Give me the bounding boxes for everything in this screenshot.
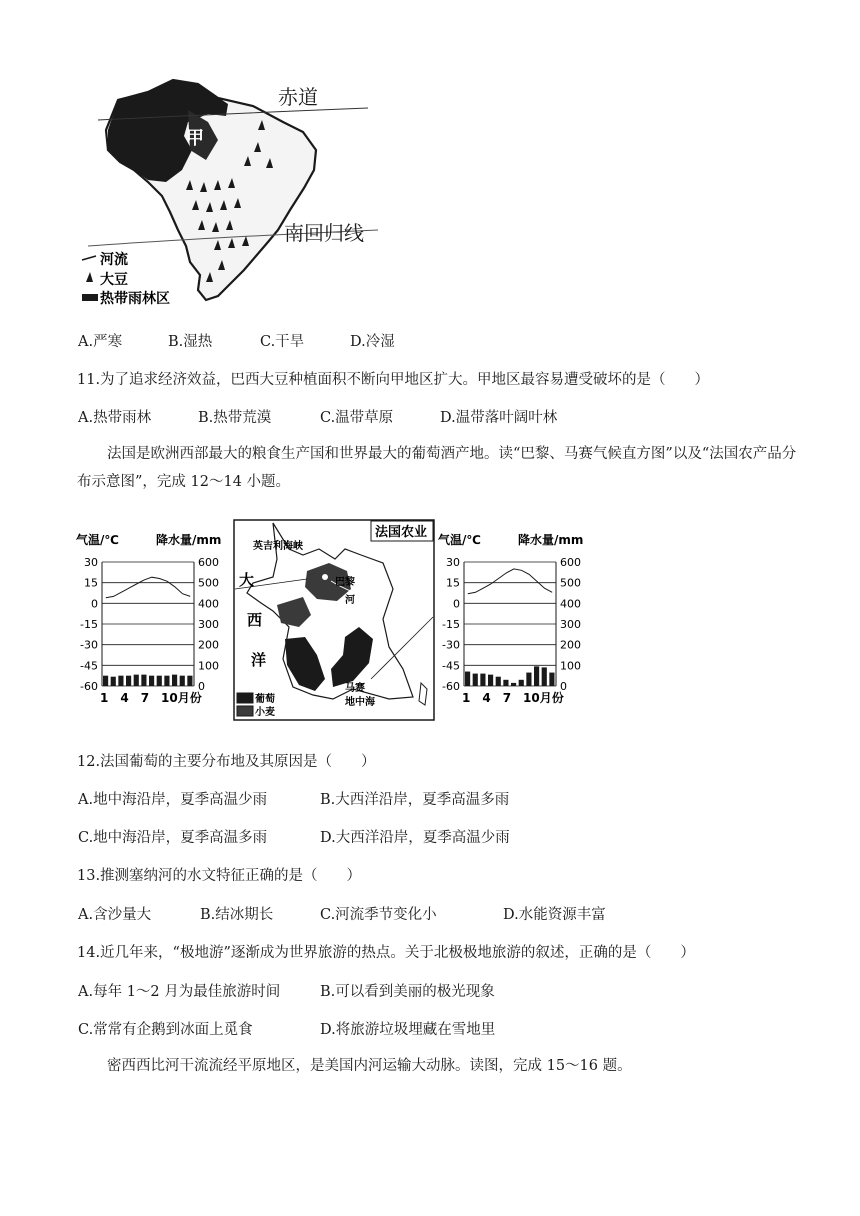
label-marseille: 马赛 bbox=[345, 683, 365, 694]
marseille-precip-bar bbox=[519, 680, 524, 686]
marseille-precip-bar bbox=[480, 674, 485, 686]
legend-river: 河流 bbox=[100, 252, 128, 268]
q14-option-d[interactable]: D.将旅游垃圾埋藏在雪地里 bbox=[320, 1022, 496, 1038]
q14-option-c[interactable]: C.常常有企鹅到冰面上觅食 bbox=[78, 1022, 253, 1038]
marseille-precip-tick: 200 bbox=[560, 638, 581, 652]
marseille-temp-tick: 0 bbox=[453, 597, 460, 611]
paris-precip-bar bbox=[118, 676, 123, 686]
q12-option-b[interactable]: B.大西洋沿岸，夏季高温多雨 bbox=[320, 792, 510, 808]
paris-temp-tick: -45 bbox=[80, 659, 98, 673]
label-atlantic-1: 大 bbox=[239, 571, 255, 589]
q12-option-c[interactable]: C.地中海沿岸，夏季高温多雨 bbox=[78, 830, 268, 846]
q11-option-c[interactable]: C.温带草原 bbox=[320, 410, 394, 426]
paris-precip-axis-label: 降水量/mm bbox=[156, 533, 222, 547]
q11-option-b[interactable]: B.热带荒漠 bbox=[198, 410, 272, 426]
marseille-temp-tick: -15 bbox=[442, 618, 460, 631]
q11-stem: 11.为了追求经济效益，巴西大豆种植面积不断向甲地区扩大。甲地区最容易遭受破坏的是（ ） bbox=[77, 372, 710, 388]
paris-temp-tick: -30 bbox=[80, 638, 98, 652]
marseille-temp-tick: 15 bbox=[446, 576, 460, 590]
paris-month-axis-label: 1 4 7 10月份 bbox=[100, 691, 202, 705]
paris-precip-bar bbox=[187, 676, 192, 686]
marseille-precip-axis-label: 降水量/mm bbox=[518, 533, 584, 547]
paris-precip-tick: 400 bbox=[198, 597, 219, 611]
paris-precip-tick: 300 bbox=[198, 618, 219, 631]
marseille-precip-tick: 0 bbox=[560, 680, 567, 693]
marseille-precip-bar bbox=[542, 667, 547, 686]
paris-precip-bar bbox=[126, 676, 131, 686]
marseille-precip-bar bbox=[549, 673, 554, 686]
paris-temp-axis-label: 气温/℃ bbox=[76, 533, 119, 547]
france-agriculture-map bbox=[233, 519, 435, 721]
q14-option-a[interactable]: A.每年 1～2 月为最佳旅游时间 bbox=[78, 984, 281, 1000]
france-map-title: 法国农业 bbox=[375, 525, 428, 540]
marseille-temp-tick: -30 bbox=[442, 638, 460, 652]
label-river: 河 bbox=[345, 595, 355, 606]
marseille-precip-tick: 400 bbox=[560, 597, 581, 611]
paris-precip-bar bbox=[111, 677, 116, 686]
paris-precip-tick: 500 bbox=[198, 576, 219, 590]
q11-option-d[interactable]: D.温带落叶阔叶林 bbox=[440, 410, 558, 426]
marseille-temp-tick: -45 bbox=[442, 659, 460, 673]
paris-temp-tick: -15 bbox=[80, 618, 98, 631]
marseille-precip-tick: 300 bbox=[560, 618, 581, 631]
q13-option-a[interactable]: A.含沙量大 bbox=[78, 907, 152, 923]
q14-option-b[interactable]: B.可以看到美丽的极光现象 bbox=[320, 984, 495, 1000]
marseille-precip-tick: 100 bbox=[560, 659, 581, 673]
paris-temp-tick: 15 bbox=[84, 576, 98, 590]
q11-option-a[interactable]: A.热带雨林 bbox=[78, 410, 152, 426]
marseille-temp-axis-label: 气温/℃ bbox=[438, 533, 481, 547]
equator-label: 赤道 bbox=[278, 85, 318, 109]
marseille-precip-bar bbox=[503, 680, 508, 686]
q12-option-a[interactable]: A.地中海沿岸，夏季高温少雨 bbox=[78, 792, 268, 808]
paris-precip-tick: 100 bbox=[198, 659, 219, 673]
legend-rainforest: 热带雨林区 bbox=[100, 291, 170, 307]
paris-temp-tick: -60 bbox=[80, 680, 98, 693]
marseille-precip-bar bbox=[496, 677, 501, 686]
label-paris: 巴黎 bbox=[335, 577, 355, 588]
mississippi-intro: 密西西比河干流流经平原地区，是美国内河运输大动脉。读图，完成 15～16 题。 bbox=[107, 1058, 632, 1074]
q12-stem: 12.法国葡萄的主要分布地及其原因是（ ） bbox=[77, 754, 376, 770]
climate-chart-marseille bbox=[438, 528, 598, 708]
paris-precip-bar bbox=[141, 675, 146, 686]
paris-temp-tick: 0 bbox=[91, 597, 98, 611]
marseille-precip-bar bbox=[465, 672, 470, 686]
q13-stem: 13.推测塞纳河的水文特征正确的是（ ） bbox=[77, 868, 362, 884]
marseille-temp-tick: 30 bbox=[446, 556, 460, 569]
tropic-label: 南回归线 bbox=[284, 221, 364, 245]
marseille-precip-bar bbox=[511, 683, 516, 686]
q12-option-d[interactable]: D.大西洋沿岸，夏季高温少雨 bbox=[320, 830, 510, 846]
marseille-month-axis-label: 1 4 7 10月份 bbox=[462, 691, 564, 705]
marseille-temp-tick: -60 bbox=[442, 680, 460, 693]
q10-option-d[interactable]: D.冷湿 bbox=[350, 334, 395, 350]
legend-soybean: 大豆 bbox=[100, 272, 128, 288]
paris-precip-tick: 0 bbox=[198, 680, 205, 693]
region-jia-label: 甲 bbox=[186, 128, 204, 149]
legend-grape: 葡萄 bbox=[255, 694, 275, 705]
marseille-precip-bar bbox=[488, 675, 493, 686]
climate-chart-paris bbox=[76, 528, 236, 708]
q10-option-a[interactable]: A.严寒 bbox=[78, 334, 123, 350]
q10-option-b[interactable]: B.湿热 bbox=[168, 334, 213, 350]
paris-precip-bar bbox=[157, 676, 162, 686]
marseille-precip-bar bbox=[534, 666, 539, 686]
legend-wheat: 小麦 bbox=[255, 707, 275, 718]
label-channel: 英吉利海峡 bbox=[253, 541, 303, 552]
q13-option-b[interactable]: B.结冰期长 bbox=[200, 907, 274, 923]
marseille-temp-line bbox=[468, 569, 552, 594]
paris-precip-bar bbox=[164, 676, 169, 686]
marseille-precip-bar bbox=[526, 673, 531, 686]
q10-option-c[interactable]: C.干旱 bbox=[260, 334, 305, 350]
brazil-map bbox=[78, 70, 398, 310]
paris-precip-bar bbox=[180, 676, 185, 686]
paris-temp-tick: 30 bbox=[84, 556, 98, 569]
paris-temp-line bbox=[106, 577, 190, 598]
q13-option-c[interactable]: C.河流季节变化小 bbox=[320, 907, 437, 923]
paris-precip-tick: 600 bbox=[198, 556, 219, 569]
paris-precip-bar bbox=[134, 675, 139, 686]
q13-option-d[interactable]: D.水能资源丰富 bbox=[503, 907, 606, 923]
label-mediterranean: 地中海 bbox=[345, 697, 375, 708]
marseille-precip-tick: 600 bbox=[560, 556, 581, 569]
marseille-precip-bar bbox=[473, 674, 478, 686]
marseille-precip-tick: 500 bbox=[560, 576, 581, 590]
label-atlantic-3: 洋 bbox=[251, 651, 267, 669]
label-atlantic-2: 西 bbox=[247, 611, 263, 629]
paris-precip-bar bbox=[172, 675, 177, 686]
paris-precip-bar bbox=[149, 676, 154, 686]
france-intro: 法国是欧洲西部最大的粮食生产国和世界最大的葡萄酒产地。读“巴黎、马赛气候直方图”以及“法国农产品分布示意图”，完成 12～14 小题。 bbox=[77, 446, 797, 490]
paris-precip-bar bbox=[103, 676, 108, 686]
q14-stem: 14.近几年来，“极地游”逐渐成为世界旅游的热点。关于北极极地旅游的叙述，正确的是（ ） bbox=[77, 945, 695, 961]
paris-precip-tick: 200 bbox=[198, 638, 219, 652]
